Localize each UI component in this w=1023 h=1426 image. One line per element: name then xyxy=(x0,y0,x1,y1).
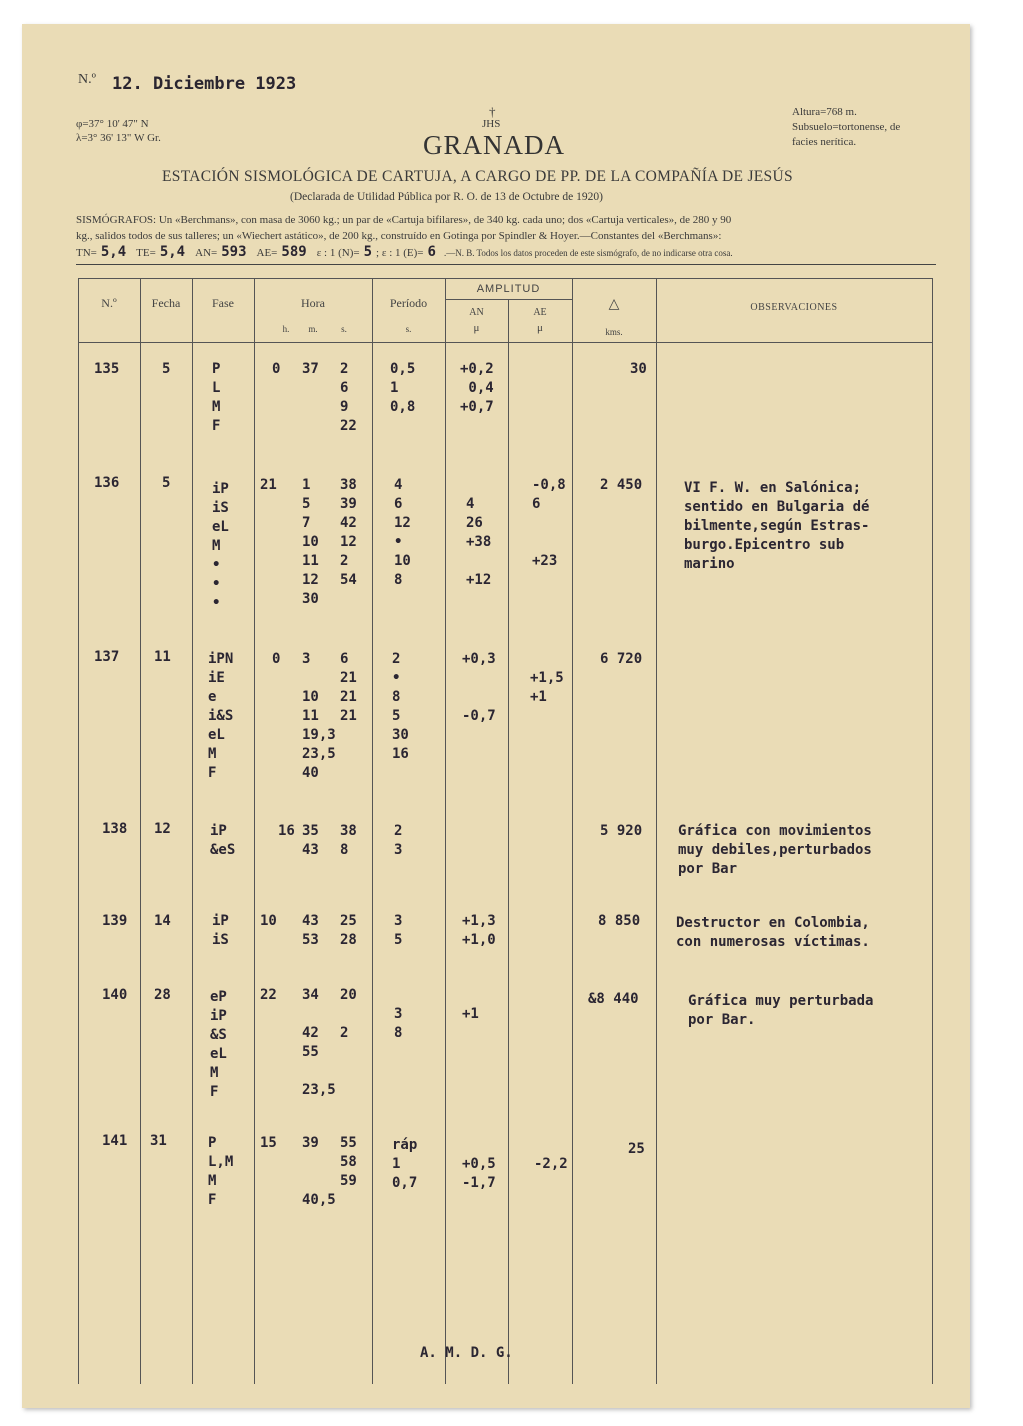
row-second: 55 58 59 xyxy=(340,1135,357,1189)
row-distance: 5 920 xyxy=(600,823,643,839)
footer-amdg: A. M. D. G. xyxy=(420,1345,513,1361)
col-header-periodo: Período xyxy=(389,296,428,310)
row-amplitude-n: +1,3 +1,0 xyxy=(462,913,496,948)
seismographs-line-1: SISMÓGRAFOS: Un «Berchmans», con masa de 3060 kg.; un par de «Cartuja bifilares», de 340 kg. cada uno; dos «Cartuja verticales», de 280 y 90 xyxy=(76,214,732,226)
col-header-fecha: Fecha xyxy=(151,296,181,310)
row-hour: 0 xyxy=(272,651,281,667)
row-minute: 1 5 7 10 11 12 30 xyxy=(302,477,319,607)
row-second: 20 2 xyxy=(340,987,357,1041)
col-header-observaciones: OBSERVACIONES xyxy=(750,302,838,313)
row-fecha: 28 xyxy=(154,987,171,1003)
const-tn-value: 5,4 xyxy=(100,244,127,260)
row-periodo: 2 3 xyxy=(394,823,403,858)
row-fecha: 11 xyxy=(154,649,171,665)
row-fase: eP iP &S eL M F xyxy=(210,989,227,1100)
col-header-hora: Hora xyxy=(301,296,325,310)
col-header-ae-unit: μ xyxy=(537,322,543,334)
col-divider-periodo xyxy=(445,278,446,1384)
col-divider-no xyxy=(140,278,141,1384)
row-distance: 25 xyxy=(628,1141,645,1157)
col-header-delta: △ xyxy=(608,297,620,312)
row-amplitude-n: +0,3 -0,7 xyxy=(462,651,496,724)
seismographs-line-2: kg., salidos todos de sus talleres; un «Wiechert astático», de 200 kg., construído en Gotinga por Spindler & Hoyer.—Constantes del «Berchmans»: xyxy=(76,230,722,242)
sheet-date: 12. Diciembre 1923 xyxy=(112,74,297,94)
row-periodo: 2 • 8 5 30 16 xyxy=(392,651,409,762)
const-ee-value: 6 xyxy=(427,244,436,260)
document-sheet xyxy=(22,24,970,1408)
city-title: GRANADA xyxy=(423,130,565,160)
const-ae-value: 589 xyxy=(281,244,307,260)
const-an-label: AN= xyxy=(195,247,218,259)
col-header-h: h. xyxy=(282,324,290,334)
row-no: 141 xyxy=(102,1133,128,1149)
row-fase: iP iS eL M • • • xyxy=(212,481,229,611)
row-second: 38 8 xyxy=(340,823,357,858)
amplitud-underline xyxy=(445,299,572,300)
row-hour: 0 xyxy=(272,361,281,377)
const-te-value: 5,4 xyxy=(159,244,186,260)
row-no: 135 xyxy=(94,361,120,377)
row-second: 38 39 42 12 2 54 xyxy=(340,477,357,588)
row-periodo: ráp 1 0,7 xyxy=(392,1137,418,1191)
row-distance: 30 xyxy=(630,361,647,377)
row-hour: 15 xyxy=(260,1135,277,1151)
col-divider-ae xyxy=(572,278,573,1384)
row-no: 138 xyxy=(102,821,128,837)
row-amplitude-e: -0,8 6 +23 xyxy=(532,477,566,569)
col-header-s: s. xyxy=(341,324,347,334)
nb-note: .—N. B. Todos los datos proceden de este sismógrafo, de no indicarse otra cosa. xyxy=(443,248,733,258)
row-fecha: 31 xyxy=(150,1133,167,1149)
col-divider-hora xyxy=(372,278,373,1384)
table-header-border xyxy=(78,342,932,343)
col-divider-an xyxy=(508,299,509,1384)
subsoil-line-2: facies nerítica. xyxy=(792,136,857,148)
header-rule xyxy=(76,264,936,265)
const-tn-label: TN= xyxy=(76,247,97,259)
row-distance: 8 850 xyxy=(598,913,641,929)
col-header-an-unit: μ xyxy=(473,322,480,334)
col-header-amplitud: AMPLITUD xyxy=(476,283,541,295)
cross-symbol: † xyxy=(489,104,496,119)
row-second: 6 21 21 21 xyxy=(340,651,357,724)
row-distance: 2 450 xyxy=(600,477,643,493)
longitude: λ=3° 36' 13" W Gr. xyxy=(76,132,161,144)
latitude: φ=37° 10' 47" N xyxy=(76,118,149,130)
row-amplitude-n: 4 26 +38 +12 xyxy=(466,496,492,588)
row-no: 136 xyxy=(94,475,120,491)
row-minute: 43 53 xyxy=(302,913,319,948)
col-header-m: m. xyxy=(308,324,318,334)
row-minute: 37 xyxy=(302,361,319,377)
row-distance: 6 720 xyxy=(600,651,643,667)
row-amplitude-e: +1,5 +1 xyxy=(530,670,564,705)
jhs-monogram: JHS xyxy=(482,118,501,130)
col-header-fase: Fase xyxy=(212,296,234,310)
col-header-periodo-unit: s. xyxy=(405,324,412,334)
const-an-value: 593 xyxy=(221,244,247,260)
row-no: 140 xyxy=(102,987,128,1003)
row-minute: 35 43 xyxy=(302,823,319,858)
row-fase: iPN iE e i&S eL M F xyxy=(208,651,234,781)
table-left-border xyxy=(78,278,79,1384)
row-amplitude-n: +1 xyxy=(462,1006,479,1022)
row-no: 139 xyxy=(102,913,128,929)
row-minute: 39 40,5 xyxy=(302,1135,336,1208)
row-fase: iP iS xyxy=(212,913,229,948)
number-label: N.º xyxy=(78,72,96,87)
row-hour: 10 xyxy=(260,913,277,929)
row-no: 137 xyxy=(94,649,120,665)
row-fecha: 5 xyxy=(162,475,171,491)
row-hour: 22 xyxy=(260,987,277,1003)
row-fase: P L M F xyxy=(212,361,221,434)
row-observations: Gráfica con movimientos muy debiles,perturbados por Bar xyxy=(678,823,872,877)
col-divider-delta xyxy=(656,278,657,1384)
const-te-label: TE= xyxy=(136,247,156,259)
row-amplitude-n: +0,2 0,4 +0,7 xyxy=(460,361,494,415)
row-fecha: 14 xyxy=(154,913,171,929)
row-hour: 16 xyxy=(278,823,295,839)
subsoil-line-1: Subsuelo=tortonense, de xyxy=(792,121,901,133)
col-divider-fase xyxy=(254,278,255,1384)
declared-note: (Declarada de Utilidad Pública por R. O. de 13 de Octubre de 1920) xyxy=(290,191,603,203)
row-fase: P L,M M F xyxy=(208,1135,234,1208)
row-periodo: 3 8 xyxy=(394,1006,403,1041)
row-periodo: 0,5 1 0,8 xyxy=(390,361,416,415)
row-periodo: 3 5 xyxy=(394,913,403,948)
altitude: Altura=768 m. xyxy=(792,106,857,118)
row-second: 25 28 xyxy=(340,913,357,948)
const-en-value: 5 xyxy=(363,244,373,260)
row-observations: Gráfica muy perturbada por Bar. xyxy=(688,993,874,1028)
table-right-border xyxy=(932,278,933,1384)
row-second: 2 6 9 22 xyxy=(340,361,357,434)
row-observations: VI F. W. en Salónica; sentido en Bulgaria dé bilmente,según Estras- burgo.Epicentro sub marino xyxy=(684,480,870,572)
row-periodo: 4 6 12 • 10 8 xyxy=(394,477,411,588)
col-header-an: AN xyxy=(469,307,484,318)
col-divider-fecha xyxy=(192,278,193,1384)
col-header-ae: AE xyxy=(533,307,547,318)
col-header-no: N.º xyxy=(101,296,117,310)
const-en-label: ε : 1 (N)= xyxy=(316,247,360,259)
row-observations: Destructor en Colombia, con numerosas víctimas. xyxy=(676,915,870,950)
station-name: ESTACIÓN SISMOLÓGICA DE CARTUJA, A CARGO DE PP. DE LA COMPAÑÍA DE JESÚS xyxy=(162,168,793,185)
col-header-kms: kms. xyxy=(605,327,623,337)
row-hour: 21 xyxy=(260,477,277,493)
const-ee-label: ; ε : 1 (E)= xyxy=(376,247,424,259)
row-distance: &8 440 xyxy=(588,991,639,1007)
row-amplitude-n: +0,5 -1,7 xyxy=(462,1156,496,1191)
row-minute: 34 42 55 23,5 xyxy=(302,987,336,1098)
table-top-border xyxy=(78,278,932,279)
row-fecha: 5 xyxy=(162,361,171,377)
const-ae-label: AE= xyxy=(256,247,278,259)
row-fecha: 12 xyxy=(154,821,171,837)
row-amplitude-e: -2,2 xyxy=(534,1156,568,1172)
row-fase: iP &eS xyxy=(210,823,236,858)
row-minute: 3 10 11 19,3 23,5 40 xyxy=(302,651,336,781)
